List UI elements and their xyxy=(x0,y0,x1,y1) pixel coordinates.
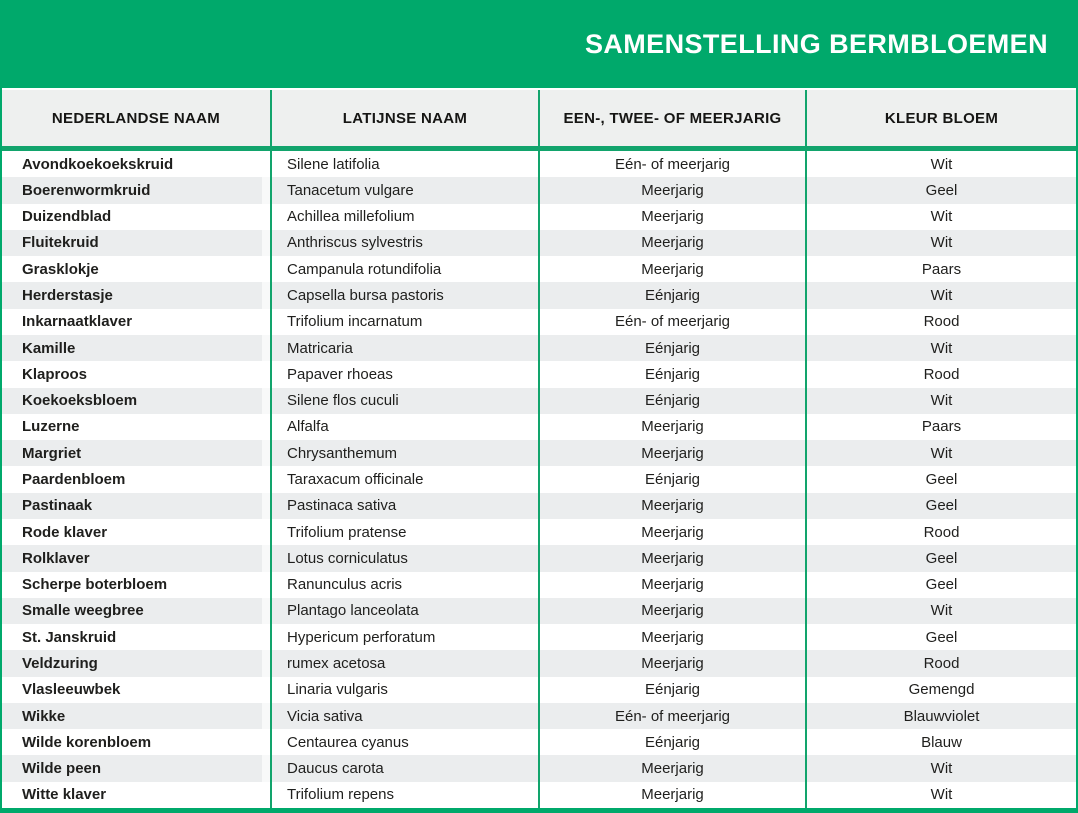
column-header-flower-color: KLEUR BLOEM xyxy=(884,109,999,127)
cell-dutch-name: Rolklaver xyxy=(2,545,272,571)
table-row xyxy=(2,230,1076,256)
cell-dutch-name: Rode klaver xyxy=(2,519,272,545)
cell-flower-color: Wit xyxy=(930,234,953,252)
cell-latin-name: Chrysanthemum xyxy=(272,440,540,466)
table-row xyxy=(2,440,1076,466)
cell-dutch-name: St. Janskruid xyxy=(2,624,272,650)
cell-dutch-name: Duizendblad xyxy=(2,204,272,230)
table-row xyxy=(2,256,1076,282)
cell-flower-color: Wit xyxy=(930,602,953,620)
cell-latin-name: Silene latifolia xyxy=(272,151,540,177)
cell-flower-color: Rood xyxy=(923,523,960,541)
cell-latin-name: Tanacetum vulgare xyxy=(272,177,540,203)
cell-dutch-name: Smalle weegbree xyxy=(2,598,272,624)
page-title: SAMENSTELLING BERMBLOEMEN xyxy=(584,28,1048,59)
cell-lifecycle: Meerjarig xyxy=(540,650,807,676)
cell-flower-color: Wit xyxy=(930,339,953,357)
cell-flower-color: Rood xyxy=(923,654,960,672)
cell-lifecycle: Eénjarig xyxy=(540,729,807,755)
table-row xyxy=(2,361,1076,387)
column-header-lifecycle: EEN-, TWEE- OF MEERJARIG xyxy=(540,90,807,146)
cell-latin-name: Linaria vulgaris xyxy=(272,677,540,703)
cell-latin-name: rumex acetosa xyxy=(272,650,540,676)
cell-dutch-name: Avondkoekoekskruid xyxy=(2,151,272,177)
cell-flower-color: Paars xyxy=(921,260,962,278)
table-row xyxy=(2,545,1076,571)
table-row xyxy=(2,677,1076,703)
cell-latin-name: Trifolium incarnatum xyxy=(272,309,540,335)
cell-lifecycle: Eén- of meerjarig xyxy=(540,703,807,729)
cell-flower-color: Geel xyxy=(925,471,958,489)
cell-latin-name: Taraxacum officinale xyxy=(272,466,540,492)
cell-latin-name: Daucus carota xyxy=(272,755,540,781)
cell-dutch-name: Grasklokje xyxy=(2,256,272,282)
cell-lifecycle: Meerjarig xyxy=(540,624,807,650)
cell-lifecycle: Meerjarig xyxy=(540,440,807,466)
cell-latin-name: Capsella bursa pastoris xyxy=(272,282,540,308)
cell-lifecycle: Meerjarig xyxy=(540,572,807,598)
cell-dutch-name: Wilde korenbloem xyxy=(2,729,272,755)
table-row xyxy=(2,335,1076,361)
cell-latin-name: Pastinaca sativa xyxy=(272,493,540,519)
cell-latin-name: Matricaria xyxy=(272,335,540,361)
cell-latin-name: Anthriscus sylvestris xyxy=(272,230,540,256)
cell-latin-name: Vicia sativa xyxy=(272,703,540,729)
table-row xyxy=(2,598,1076,624)
cell-flower-color: Paars xyxy=(921,418,962,436)
cell-latin-name: Trifolium pratense xyxy=(272,519,540,545)
table-row xyxy=(2,204,1076,230)
cell-flower-color: Geel xyxy=(925,497,958,515)
cell-flower-color: Rood xyxy=(923,365,960,383)
cell-lifecycle: Meerjarig xyxy=(540,519,807,545)
cell-lifecycle: Meerjarig xyxy=(540,545,807,571)
cell-dutch-name: Inkarnaatklaver xyxy=(2,309,272,335)
cell-dutch-name: Herderstasje xyxy=(2,282,272,308)
cell-latin-name: Plantago lanceolata xyxy=(272,598,540,624)
cell-latin-name: Papaver rhoeas xyxy=(272,361,540,387)
cell-lifecycle: Meerjarig xyxy=(540,204,807,230)
cell-flower-color: Geel xyxy=(925,628,958,646)
cell-lifecycle: Meerjarig xyxy=(540,177,807,203)
cell-lifecycle: Meerjarig xyxy=(540,598,807,624)
cell-flower-color: Geel xyxy=(925,549,958,567)
cell-lifecycle: Meerjarig xyxy=(540,782,807,808)
column-header-dutch-name: NEDERLANDSE NAAM xyxy=(2,90,272,146)
table-row xyxy=(2,729,1076,755)
cell-lifecycle: Meerjarig xyxy=(540,414,807,440)
cell-flower-color: Geel xyxy=(925,576,958,594)
table-row xyxy=(2,703,1076,729)
cell-lifecycle: Eénjarig xyxy=(540,361,807,387)
cell-lifecycle: Eénjarig xyxy=(540,388,807,414)
cell-dutch-name: Paardenbloem xyxy=(2,466,272,492)
cell-flower-color: Wit xyxy=(930,155,953,173)
table-row xyxy=(2,493,1076,519)
cell-dutch-name: Vlasleeuwbek xyxy=(2,677,272,703)
cell-lifecycle: Eénjarig xyxy=(540,335,807,361)
cell-dutch-name: Luzerne xyxy=(2,414,272,440)
table-row xyxy=(2,624,1076,650)
table-row xyxy=(2,782,1076,808)
cell-latin-name: Campanula rotundifolia xyxy=(272,256,540,282)
cell-flower-color: Rood xyxy=(923,313,960,331)
cell-flower-color: Wit xyxy=(930,287,953,305)
cell-flower-color: Wit xyxy=(930,444,953,462)
table-row xyxy=(2,388,1076,414)
cell-flower-color: Wit xyxy=(930,760,953,778)
table-header-row xyxy=(2,90,1076,146)
cell-latin-name: Ranunculus acris xyxy=(272,572,540,598)
cell-dutch-name: Margriet xyxy=(2,440,272,466)
table-row xyxy=(2,519,1076,545)
cell-dutch-name: Klaproos xyxy=(2,361,272,387)
column-header-latin-name: LATIJNSE NAAM xyxy=(272,90,540,146)
table-row xyxy=(2,177,1076,203)
cell-dutch-name: Kamille xyxy=(2,335,272,361)
cell-latin-name: Trifolium repens xyxy=(272,782,540,808)
cell-lifecycle: Eénjarig xyxy=(540,677,807,703)
table-row xyxy=(2,309,1076,335)
cell-lifecycle: Eénjarig xyxy=(540,466,807,492)
cell-dutch-name: Wilde peen xyxy=(2,755,272,781)
cell-flower-color: Wit xyxy=(930,786,953,804)
table-row xyxy=(2,572,1076,598)
cell-dutch-name: Witte klaver xyxy=(2,782,272,808)
cell-latin-name: Hypericum perforatum xyxy=(272,624,540,650)
cell-dutch-name: Pastinaak xyxy=(2,493,272,519)
table-row xyxy=(2,414,1076,440)
cell-dutch-name: Wikke xyxy=(2,703,272,729)
cell-latin-name: Centaurea cyanus xyxy=(272,729,540,755)
table-row xyxy=(2,755,1076,781)
cell-dutch-name: Koekoeksbloem xyxy=(2,388,272,414)
cell-lifecycle: Eén- of meerjarig xyxy=(540,309,807,335)
cell-dutch-name: Veldzuring xyxy=(2,650,272,676)
cell-latin-name: Lotus corniculatus xyxy=(272,545,540,571)
cell-lifecycle: Meerjarig xyxy=(540,493,807,519)
cell-flower-color: Blauw xyxy=(921,733,962,751)
cell-latin-name: Alfalfa xyxy=(272,414,540,440)
table-row xyxy=(2,282,1076,308)
cell-flower-color: Wit xyxy=(930,208,953,226)
cell-lifecycle: Eénjarig xyxy=(540,282,807,308)
cell-dutch-name: Scherpe boterbloem xyxy=(2,572,272,598)
cell-lifecycle: Meerjarig xyxy=(540,230,807,256)
cell-lifecycle: Meerjarig xyxy=(540,755,807,781)
cell-flower-color: Blauwviolet xyxy=(903,707,980,725)
cell-flower-color: Geel xyxy=(925,181,958,199)
cell-lifecycle: Meerjarig xyxy=(540,256,807,282)
cell-dutch-name: Fluitekruid xyxy=(2,230,272,256)
table-body xyxy=(2,151,1076,808)
table-row xyxy=(2,151,1076,177)
cell-lifecycle: Eén- of meerjarig xyxy=(540,151,807,177)
title-band xyxy=(0,0,1078,88)
cell-latin-name: Silene flos cuculi xyxy=(272,388,540,414)
table-row xyxy=(2,650,1076,676)
table-row xyxy=(2,466,1076,492)
cell-flower-color: Gemengd xyxy=(908,681,975,699)
cell-dutch-name: Boerenwormkruid xyxy=(2,177,272,203)
cell-latin-name: Achillea millefolium xyxy=(272,204,540,230)
cell-flower-color: Wit xyxy=(930,392,953,410)
